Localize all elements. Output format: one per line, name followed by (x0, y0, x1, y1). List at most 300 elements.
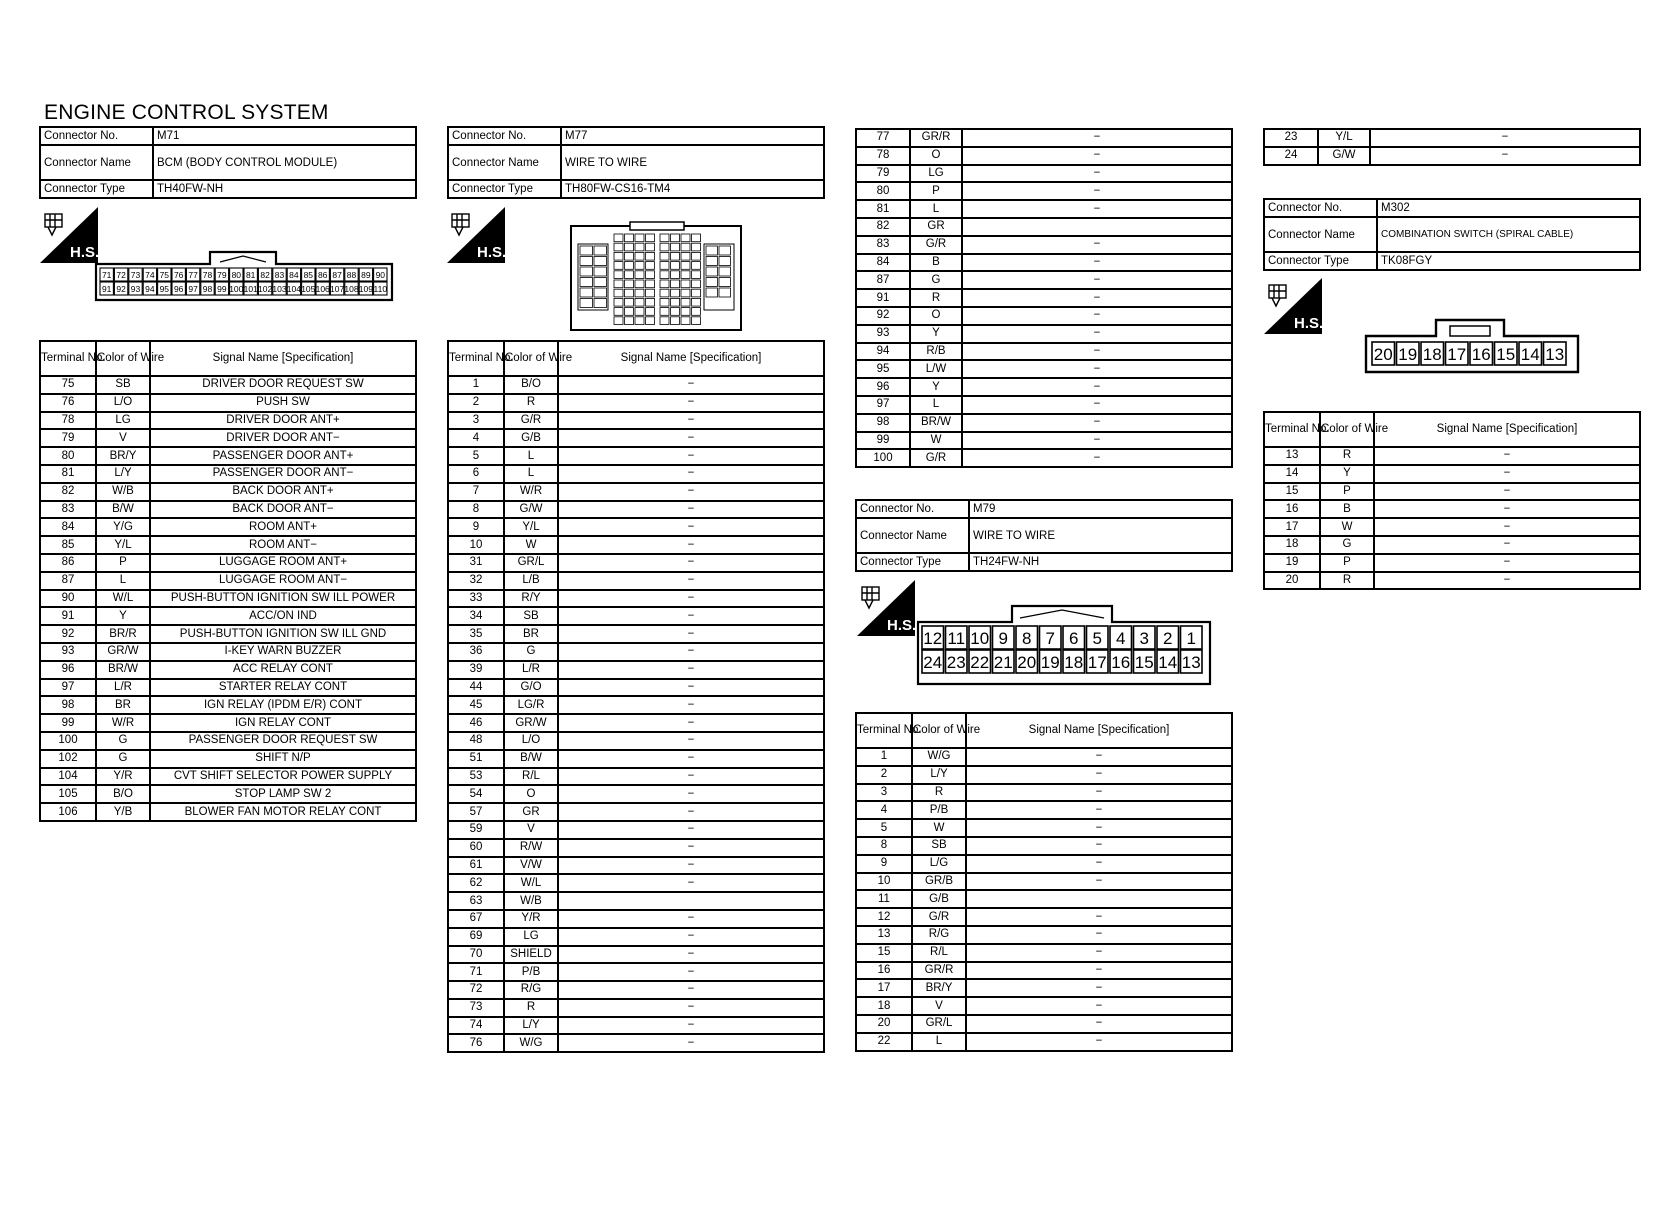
connector-pin (681, 289, 690, 297)
wire-color: W/R (96, 714, 150, 732)
signal-name: − (558, 394, 824, 412)
terminal-no: 2 (856, 766, 912, 784)
table-row (448, 394, 824, 412)
table-row (856, 908, 1232, 926)
signal-name: − (962, 165, 1232, 183)
table-row (856, 837, 1232, 855)
connector-pin (681, 271, 690, 279)
connector-pin (719, 267, 731, 276)
wire-color: Y/B (96, 803, 150, 821)
table-row (448, 874, 824, 892)
terminal-no: 44 (448, 679, 504, 697)
signal-name: − (1374, 465, 1640, 483)
terminal-no: 97 (40, 679, 96, 697)
table-row (856, 236, 1232, 254)
signal-name: − (962, 360, 1232, 378)
m71-pin-table (39, 340, 417, 822)
terminal-no: 22 (856, 1033, 912, 1051)
connector-no-value: M302 (1377, 199, 1640, 217)
terminal-no: 5 (448, 447, 504, 465)
wire-color: R/B (910, 343, 962, 361)
signal-name: − (966, 784, 1232, 802)
signal-name: − (558, 839, 824, 857)
wire-color: B/O (96, 785, 150, 803)
terminal-no: 83 (40, 501, 96, 519)
signal-name: − (558, 821, 824, 839)
wire-color: SB (504, 607, 558, 625)
terminal-no: 39 (448, 661, 504, 679)
connector-no-label: Connector No. (1264, 199, 1377, 217)
terminal-no: 11 (856, 890, 912, 908)
table-row (856, 396, 1232, 414)
table-row (448, 429, 824, 447)
connector-pin (660, 317, 669, 325)
table-row (856, 343, 1232, 361)
connector-pin (646, 317, 655, 325)
terminal-no: 13 (856, 926, 912, 944)
connector-pin (580, 246, 593, 255)
table-row (1264, 447, 1640, 465)
table-row (1264, 147, 1640, 165)
pin-number: 99 (217, 284, 227, 294)
pin-number: 13 (1545, 345, 1565, 364)
table-row (40, 750, 416, 768)
table-row (1264, 554, 1640, 572)
signal-name: − (1370, 129, 1640, 147)
signal-name: ACC/ON IND (150, 607, 416, 625)
connector-pin (681, 252, 690, 260)
terminal-no: 98 (856, 414, 910, 432)
color-of-wire-header: Color of Wire (504, 341, 558, 376)
connector-pin (594, 288, 607, 297)
connector-pin (646, 308, 655, 316)
terminal-no: 84 (40, 518, 96, 536)
wire-color: Y/L (1318, 129, 1370, 147)
terminal-no: 46 (448, 714, 504, 732)
signal-name: − (1370, 147, 1640, 165)
table-row (856, 449, 1232, 467)
terminal-no: 93 (40, 643, 96, 661)
wire-color: G (96, 732, 150, 750)
wire-color: W/B (504, 892, 558, 910)
pin-number: 102 (258, 284, 273, 294)
connector-pin (635, 317, 644, 325)
signal-name: − (558, 376, 824, 394)
connector-pin (625, 252, 634, 260)
wire-color: Y/R (504, 910, 558, 928)
signal-name: LUGGAGE ROOM ANT− (150, 572, 416, 590)
connector-pin (692, 298, 701, 306)
terminal-no: 102 (40, 750, 96, 768)
connector-pin (692, 262, 701, 270)
wire-color: L (910, 396, 962, 414)
pin-number: 104 (286, 284, 301, 294)
terminal-no: 4 (856, 801, 912, 819)
terminal-no: 73 (448, 999, 504, 1017)
table-row (448, 1017, 824, 1035)
signal-name: BACK DOOR ANT− (150, 501, 416, 519)
wire-color: R/G (912, 926, 966, 944)
connector-pin (594, 299, 607, 308)
signal-name: − (558, 429, 824, 447)
table-row (40, 714, 416, 732)
signal-name: PUSH-BUTTON IGNITION SW ILL POWER (150, 590, 416, 608)
signal-name: PUSH SW (150, 394, 416, 412)
page-title: ENGINE CONTROL SYSTEM (44, 101, 329, 124)
table-row (856, 855, 1232, 873)
pin-number: 74 (145, 270, 155, 280)
terminal-no: 18 (856, 997, 912, 1015)
signal-name: PASSENGER DOOR REQUEST SW (150, 732, 416, 750)
terminal-no: 76 (40, 394, 96, 412)
terminal-no: 8 (856, 837, 912, 855)
connector-pin (625, 317, 634, 325)
terminal-no: 14 (1264, 465, 1320, 483)
connector-pin (719, 288, 731, 297)
pin-number: 14 (1158, 653, 1178, 672)
wire-color: P (1320, 554, 1374, 572)
m71-connector-face (96, 248, 396, 302)
hs-label: H.S. (70, 244, 100, 261)
connector-pin (719, 246, 731, 255)
pin-number: 18 (1422, 345, 1442, 364)
wire-color: W/R (504, 483, 558, 501)
signal-name: BACK DOOR ANT+ (150, 483, 416, 501)
wire-color: O (504, 785, 558, 803)
m77-header (447, 126, 825, 199)
wire-color: BR/R (96, 625, 150, 643)
terminal-no: 98 (40, 696, 96, 714)
wire-color: L (912, 1033, 966, 1051)
signal-name: − (558, 643, 824, 661)
pin-number: 86 (317, 270, 328, 280)
terminal-no: 18 (1264, 536, 1320, 554)
signal-name: − (558, 536, 824, 554)
terminal-no: 82 (40, 483, 96, 501)
table-row (1264, 518, 1640, 536)
table-row (856, 254, 1232, 272)
wire-color: Y/G (96, 518, 150, 536)
terminal-no: 19 (1264, 554, 1320, 572)
terminal-no: 8 (448, 501, 504, 519)
wire-color: W/L (96, 590, 150, 608)
pin-number: 98 (202, 284, 213, 294)
table-row (856, 784, 1232, 802)
connector-pin (625, 298, 634, 306)
connector-no-value: M79 (969, 500, 1232, 518)
table-row (40, 803, 416, 821)
signal-name: − (558, 1017, 824, 1035)
pin-number: 91 (101, 284, 112, 294)
signal-name: − (558, 981, 824, 999)
signal-name-header: Signal Name [Specification] (558, 341, 824, 376)
terminal-no: 92 (856, 307, 910, 325)
wire-color: L (504, 447, 558, 465)
wire-color: LG (504, 928, 558, 946)
table-row (1264, 129, 1640, 147)
terminal-no: 5 (856, 819, 912, 837)
table-row (1264, 536, 1640, 554)
table-row (448, 857, 824, 875)
terminal-no: 96 (40, 661, 96, 679)
wire-color: L/R (504, 661, 558, 679)
wire-color: P (96, 554, 150, 572)
connector-pin (692, 252, 701, 260)
terminal-no: 17 (856, 979, 912, 997)
wire-color: Y (910, 378, 962, 396)
connector-name-value: BCM (BODY CONTROL MODULE) (153, 145, 416, 180)
signal-name: − (966, 962, 1232, 980)
table-row (40, 465, 416, 483)
signal-name: − (1374, 536, 1640, 554)
table-row (856, 890, 1232, 908)
terminal-no: 79 (856, 165, 910, 183)
pin-number: 13 (1181, 653, 1201, 672)
pin-number: 109 (358, 284, 373, 294)
terminal-no: 45 (448, 696, 504, 714)
terminal-no: 74 (448, 1017, 504, 1035)
connector-pin (580, 278, 593, 287)
pin-number: 84 (289, 270, 299, 280)
connector-pin (614, 271, 623, 279)
connector-pin (635, 243, 644, 251)
pin-number: 24 (923, 653, 943, 672)
table-row (856, 801, 1232, 819)
pin-number: 82 (260, 270, 270, 280)
terminal-no: 20 (1264, 572, 1320, 590)
table-row (448, 963, 824, 981)
pin-number: 89 (361, 270, 371, 280)
wire-color: G/W (1318, 147, 1370, 165)
pin-number: 95 (159, 284, 170, 294)
pin-number: 79 (217, 270, 227, 280)
wire-color: G/R (912, 908, 966, 926)
table-row (856, 1033, 1232, 1051)
wire-color: GR/L (912, 1015, 966, 1033)
connector-pin (692, 308, 701, 316)
terminal-no: 3 (856, 784, 912, 802)
connector-type-label: Connector Type (448, 180, 561, 198)
table-row (448, 999, 824, 1017)
signal-name: STOP LAMP SW 2 (150, 785, 416, 803)
wire-color: L/O (96, 394, 150, 412)
hs-icon (857, 580, 915, 636)
signal-name: − (558, 447, 824, 465)
signal-name: − (966, 926, 1232, 944)
signal-name: DRIVER DOOR ANT− (150, 429, 416, 447)
terminal-no: 95 (856, 360, 910, 378)
hs-label: H.S. (1294, 315, 1324, 332)
pin-number: 16 (1471, 345, 1491, 364)
wire-color: SB (912, 837, 966, 855)
table-row (40, 536, 416, 554)
terminal-no: 10 (448, 536, 504, 554)
pin-number: 90 (375, 270, 386, 280)
connector-pin (706, 246, 718, 255)
terminal-no: 16 (856, 962, 912, 980)
signal-name: PASSENGER DOOR ANT− (150, 465, 416, 483)
wire-color: Y (910, 325, 962, 343)
connector-pin (614, 280, 623, 288)
signal-name: ACC RELAY CONT (150, 661, 416, 679)
terminal-no-header: Terminal No. (856, 713, 912, 748)
table-row (40, 661, 416, 679)
terminal-no: 59 (448, 821, 504, 839)
connector-pin (646, 234, 655, 242)
table-row (856, 748, 1232, 766)
signal-name: − (558, 910, 824, 928)
connector-pin (660, 289, 669, 297)
m79-pin-table-continued (1263, 128, 1641, 166)
terminal-no-header: Terminal No. (448, 341, 504, 376)
terminal-no: 99 (40, 714, 96, 732)
table-row (448, 679, 824, 697)
connector-pin (646, 262, 655, 270)
connector-pin (660, 252, 669, 260)
signal-name: − (1374, 572, 1640, 590)
table-row (40, 768, 416, 786)
wire-color: G/B (504, 429, 558, 447)
connector-pin (614, 308, 623, 316)
wire-color: L (504, 465, 558, 483)
terminal-no: 71 (448, 963, 504, 981)
connector-pin (625, 271, 634, 279)
hs-label: H.S. (477, 244, 507, 261)
wire-color: R (1320, 572, 1374, 590)
signal-name: − (962, 147, 1232, 165)
signal-name: − (962, 414, 1232, 432)
connector-pin (692, 271, 701, 279)
pin-number: 80 (231, 270, 242, 280)
wire-color: SHIELD (504, 946, 558, 964)
signal-name: − (558, 928, 824, 946)
terminal-no: 3 (448, 412, 504, 430)
table-row (448, 892, 824, 910)
connector-pin (635, 262, 644, 270)
wire-color: G (910, 271, 962, 289)
terminal-no: 9 (448, 518, 504, 536)
pin-number: 88 (346, 270, 357, 280)
terminal-no: 2 (448, 394, 504, 412)
terminal-no: 60 (448, 839, 504, 857)
pin-number: 16 (1111, 653, 1131, 672)
table-row (856, 218, 1232, 236)
signal-name: − (558, 572, 824, 590)
signal-name: − (966, 1015, 1232, 1033)
terminal-no: 106 (40, 803, 96, 821)
m79-header (855, 499, 1233, 572)
terminal-no: 91 (40, 607, 96, 625)
connector-pin (646, 280, 655, 288)
wire-color: G (504, 643, 558, 661)
hs-label: H.S. (887, 617, 917, 634)
wire-color: W/L (504, 874, 558, 892)
signal-name: − (558, 963, 824, 981)
terminal-no: 86 (40, 554, 96, 572)
pin-number: 78 (202, 270, 213, 280)
wire-color: R (504, 394, 558, 412)
signal-name: IGN RELAY (IPDM E/R) CONT (150, 696, 416, 714)
terminal-no: 15 (1264, 483, 1320, 501)
terminal-no: 99 (856, 432, 910, 450)
signal-name: − (558, 999, 824, 1017)
m79-connector-face (918, 604, 1212, 686)
wire-color: G/W (504, 501, 558, 519)
wire-color: Y/L (504, 518, 558, 536)
terminal-no: 15 (856, 944, 912, 962)
wire-color: R (1320, 447, 1374, 465)
signal-name: − (962, 236, 1232, 254)
signal-name: − (966, 979, 1232, 997)
wire-color: BR (96, 696, 150, 714)
wire-color: B (1320, 500, 1374, 518)
pin-number: 20 (1373, 345, 1393, 364)
pin-number: 110 (373, 284, 388, 294)
wire-color: P (1320, 483, 1374, 501)
pin-number: 9 (998, 629, 1008, 648)
wire-color: R/L (504, 768, 558, 786)
table-row (448, 447, 824, 465)
terminal-no: 9 (856, 855, 912, 873)
signal-name: DRIVER DOOR REQUEST SW (150, 376, 416, 394)
connector-pin (671, 271, 680, 279)
connector-name-label: Connector Name (448, 145, 561, 180)
table-row (856, 414, 1232, 432)
connector-pin (594, 257, 607, 266)
connector-name-value: WIRE TO WIRE (969, 518, 1232, 553)
connector-pin (692, 234, 701, 242)
wire-color: Y/L (96, 536, 150, 554)
table-row (1264, 572, 1640, 590)
connector-name-label: Connector Name (40, 145, 153, 180)
terminal-no: 63 (448, 892, 504, 910)
terminal-no: 62 (448, 874, 504, 892)
table-row (40, 501, 416, 519)
signal-name: − (558, 661, 824, 679)
wire-color: GR/L (504, 554, 558, 572)
connector-pin (635, 308, 644, 316)
table-row (448, 625, 824, 643)
signal-name: − (558, 412, 824, 430)
signal-name: − (962, 307, 1232, 325)
pin-number: 72 (116, 270, 126, 280)
wire-color: W/B (96, 483, 150, 501)
wire-color: W/G (912, 748, 966, 766)
connector-name-label: Connector Name (856, 518, 969, 553)
terminal-no: 72 (448, 981, 504, 999)
pin-number: 105 (301, 284, 316, 294)
terminal-no: 93 (856, 325, 910, 343)
wire-color: Y/R (96, 768, 150, 786)
terminal-no: 16 (1264, 500, 1320, 518)
signal-name: − (558, 625, 824, 643)
signal-name: − (558, 501, 824, 519)
table-row (856, 182, 1232, 200)
connector-name-value: COMBINATION SWITCH (SPIRAL CABLE) (1377, 217, 1640, 252)
signal-name: − (966, 766, 1232, 784)
signal-name: − (558, 590, 824, 608)
signal-name: − (1374, 500, 1640, 518)
terminal-no: 4 (448, 429, 504, 447)
pin-number: 93 (130, 284, 141, 294)
signal-name: ROOM ANT+ (150, 518, 416, 536)
connector-pin (614, 262, 623, 270)
wire-color: L/G (912, 855, 966, 873)
pin-number: 76 (173, 270, 184, 280)
connector-pin (671, 252, 680, 260)
table-row (448, 981, 824, 999)
wire-color: G/R (910, 236, 962, 254)
